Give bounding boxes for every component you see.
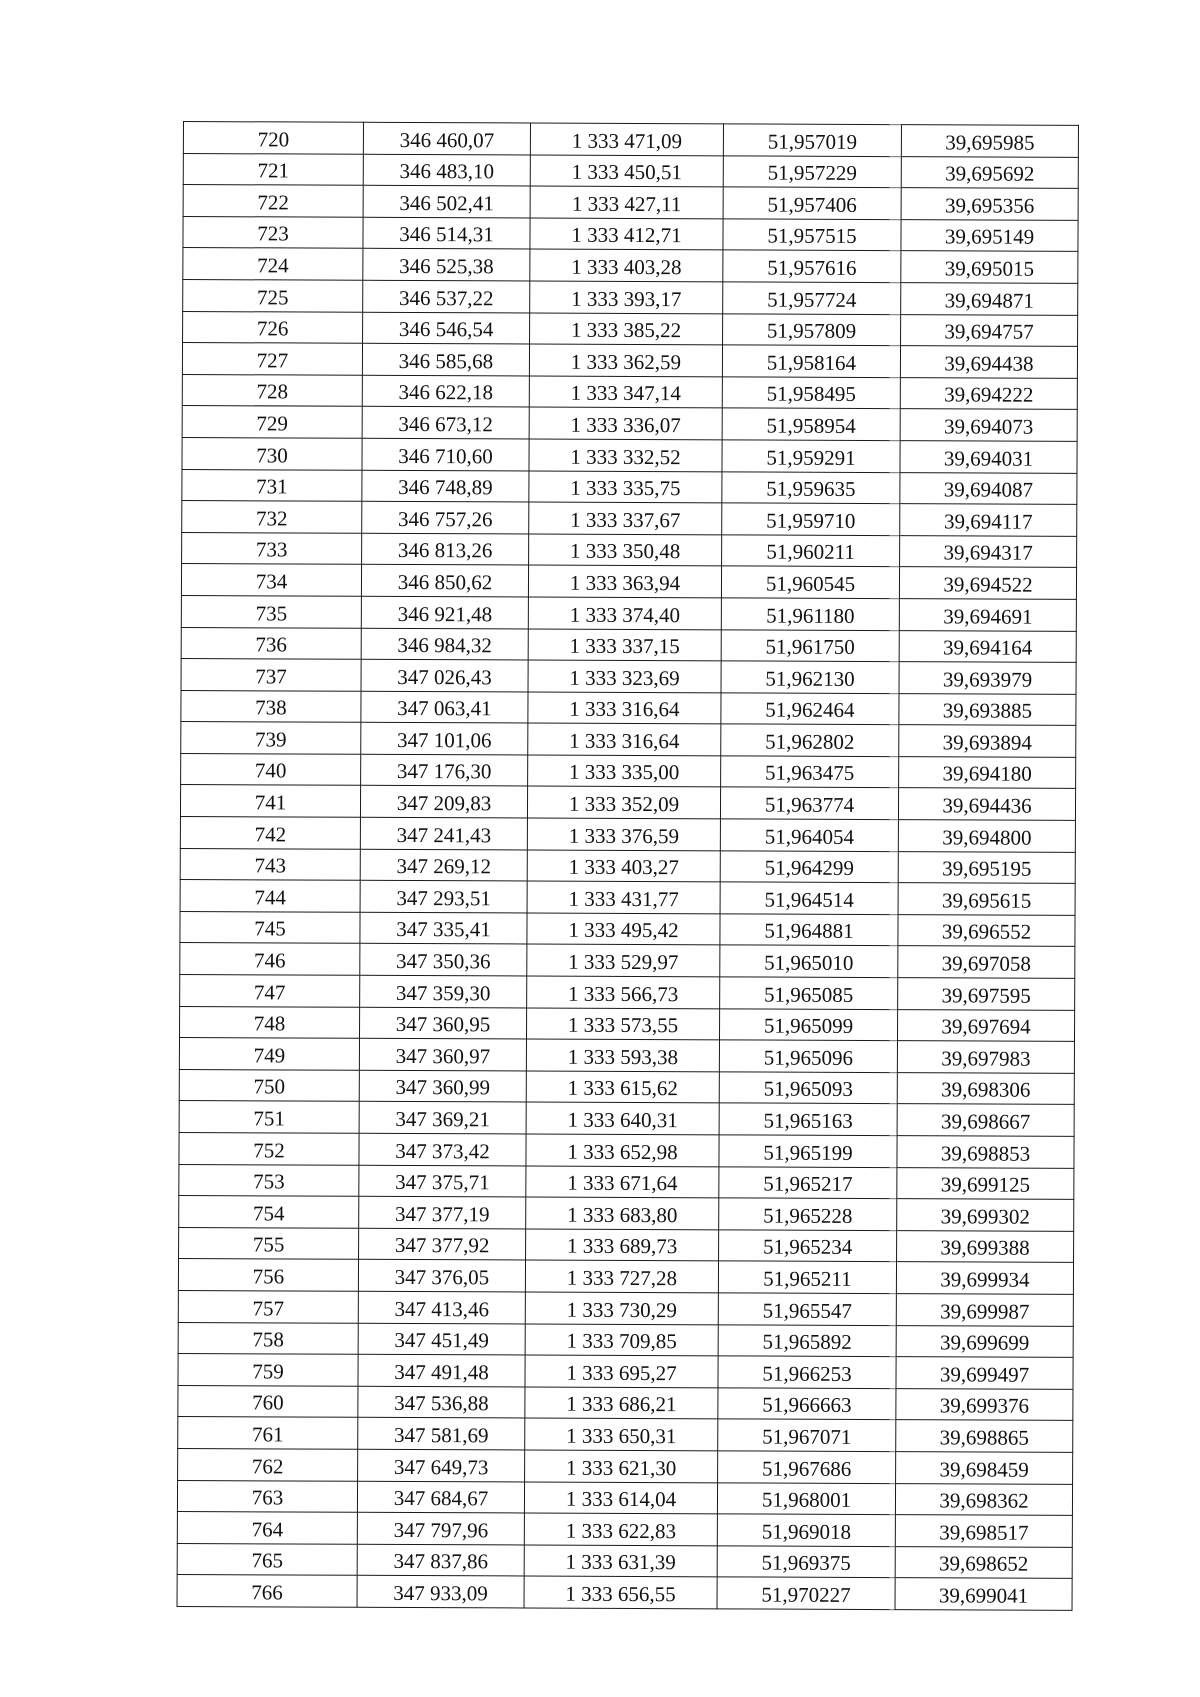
longitude-cell: 39,694073 (900, 409, 1077, 441)
y-coordinate-cell: 1 333 622,83 (524, 1513, 717, 1545)
point-number-cell: 766 (177, 1575, 357, 1607)
table-row (180, 817, 1075, 852)
longitude-cell: 39,694180 (899, 757, 1076, 789)
longitude-cell: 39,699376 (896, 1388, 1073, 1420)
latitude-cell: 51,961750 (721, 629, 899, 661)
x-coordinate-cell: 347 350,36 (360, 944, 527, 976)
x-coordinate-cell: 347 101,06 (361, 723, 528, 755)
longitude-cell: 39,699987 (896, 1294, 1073, 1326)
x-coordinate-cell: 347 377,19 (359, 1196, 526, 1228)
point-number-cell: 746 (180, 943, 360, 975)
longitude-cell: 39,697058 (898, 946, 1075, 978)
latitude-cell: 51,957406 (723, 187, 901, 219)
x-coordinate-cell: 347 360,99 (359, 1070, 526, 1102)
table-row (179, 1164, 1074, 1199)
x-coordinate-cell: 347 933,09 (357, 1576, 524, 1608)
table-row (182, 469, 1077, 504)
latitude-cell: 51,959710 (722, 503, 900, 535)
longitude-cell: 39,694222 (900, 377, 1077, 409)
x-coordinate-cell: 347 837,86 (357, 1544, 524, 1576)
longitude-cell: 39,699302 (897, 1199, 1074, 1231)
y-coordinate-cell: 1 333 695,27 (525, 1355, 718, 1387)
point-number-cell: 721 (183, 153, 363, 185)
point-number-cell: 728 (182, 374, 362, 406)
point-number-cell: 723 (183, 216, 363, 248)
x-coordinate-cell: 346 585,68 (362, 343, 529, 375)
point-number-cell: 763 (177, 1480, 357, 1512)
longitude-cell: 39,694436 (898, 788, 1075, 820)
latitude-cell: 51,965547 (718, 1293, 896, 1325)
point-number-cell: 760 (178, 1385, 358, 1417)
table-row (180, 848, 1075, 883)
table-row (177, 1480, 1072, 1515)
x-coordinate-cell: 347 649,73 (358, 1449, 525, 1481)
point-number-cell: 751 (179, 1101, 359, 1133)
point-number-cell: 752 (179, 1132, 359, 1164)
latitude-cell: 51,959291 (722, 440, 900, 472)
x-coordinate-cell: 347 375,71 (359, 1165, 526, 1197)
point-number-cell: 762 (178, 1448, 358, 1480)
latitude-cell: 51,967686 (718, 1451, 896, 1483)
table-row (181, 564, 1076, 599)
longitude-cell: 39,696552 (898, 914, 1075, 946)
x-coordinate-cell: 347 241,43 (360, 817, 527, 849)
x-coordinate-cell: 347 377,92 (359, 1228, 526, 1260)
latitude-cell: 51,965093 (719, 1072, 897, 1104)
longitude-cell: 39,698459 (896, 1452, 1073, 1484)
latitude-cell: 51,958954 (722, 408, 900, 440)
point-number-cell: 755 (179, 1227, 359, 1259)
x-coordinate-cell: 347 360,97 (359, 1038, 526, 1070)
y-coordinate-cell: 1 333 615,62 (526, 1071, 719, 1103)
table-row (179, 1196, 1074, 1231)
latitude-cell: 51,969375 (717, 1546, 895, 1578)
y-coordinate-cell: 1 333 573,55 (526, 1008, 719, 1040)
x-coordinate-cell: 347 026,43 (361, 659, 528, 691)
x-coordinate-cell: 346 622,18 (362, 375, 529, 407)
y-coordinate-cell: 1 333 495,42 (527, 913, 720, 945)
y-coordinate-cell: 1 333 393,17 (530, 281, 723, 313)
x-coordinate-cell: 347 360,95 (359, 1007, 526, 1039)
x-coordinate-cell: 346 525,38 (363, 249, 530, 281)
y-coordinate-cell: 1 333 316,64 (528, 723, 721, 755)
x-coordinate-cell: 347 451,49 (358, 1323, 525, 1355)
table-row (178, 1354, 1073, 1389)
table-row (183, 279, 1078, 314)
y-coordinate-cell: 1 333 471,09 (530, 123, 723, 155)
y-coordinate-cell: 1 333 593,38 (526, 1039, 719, 1071)
y-coordinate-cell: 1 333 621,30 (525, 1450, 718, 1482)
longitude-cell: 39,699041 (895, 1578, 1072, 1610)
y-coordinate-cell: 1 333 631,39 (524, 1545, 717, 1577)
table-row (181, 690, 1076, 725)
y-coordinate-cell: 1 333 450,51 (530, 155, 723, 187)
point-number-cell: 747 (180, 975, 360, 1007)
latitude-cell: 51,966253 (718, 1356, 896, 1388)
y-coordinate-cell: 1 333 689,73 (526, 1229, 719, 1261)
latitude-cell: 51,960545 (721, 566, 899, 598)
longitude-cell: 39,699388 (897, 1230, 1074, 1262)
y-coordinate-cell: 1 333 316,64 (528, 692, 721, 724)
latitude-cell: 51,970227 (717, 1577, 895, 1609)
table-row (178, 1259, 1073, 1294)
point-number-cell: 734 (181, 564, 361, 596)
y-coordinate-cell: 1 333 376,59 (527, 818, 720, 850)
y-coordinate-cell: 1 333 337,67 (529, 502, 722, 534)
latitude-cell: 51,957616 (723, 250, 901, 282)
point-number-cell: 737 (181, 659, 361, 691)
longitude-cell: 39,694522 (899, 567, 1076, 599)
longitude-cell: 39,698517 (895, 1515, 1072, 1547)
y-coordinate-cell: 1 333 529,97 (527, 944, 720, 976)
x-coordinate-cell: 346 514,31 (363, 217, 530, 249)
point-number-cell: 724 (183, 248, 363, 280)
longitude-cell: 39,699125 (897, 1167, 1074, 1199)
longitude-cell: 39,694871 (901, 283, 1078, 315)
table-row (183, 153, 1078, 188)
x-coordinate-cell: 347 335,41 (360, 912, 527, 944)
table-row (179, 1132, 1074, 1167)
y-coordinate-cell: 1 333 363,94 (528, 565, 721, 597)
point-number-cell: 731 (182, 469, 362, 501)
x-coordinate-cell: 346 813,26 (362, 533, 529, 565)
latitude-cell: 51,965199 (719, 1135, 897, 1167)
point-number-cell: 727 (182, 343, 362, 375)
table-row (179, 1069, 1074, 1104)
x-coordinate-cell: 347 269,12 (360, 849, 527, 881)
longitude-cell: 39,695615 (898, 883, 1075, 915)
latitude-cell: 51,966663 (718, 1388, 896, 1420)
x-coordinate-cell: 347 536,88 (358, 1386, 525, 1418)
table-row (181, 722, 1076, 757)
point-number-cell: 759 (178, 1354, 358, 1386)
table-row (178, 1448, 1073, 1483)
table-row (180, 880, 1075, 915)
x-coordinate-cell: 347 369,21 (359, 1102, 526, 1134)
y-coordinate-cell: 1 333 686,21 (525, 1387, 718, 1419)
y-coordinate-cell: 1 333 427,11 (530, 186, 723, 218)
x-coordinate-cell: 346 546,54 (363, 312, 530, 344)
latitude-cell: 51,965211 (718, 1261, 896, 1293)
table-row (180, 911, 1075, 946)
table-row (181, 659, 1076, 694)
longitude-cell: 39,695356 (901, 188, 1078, 220)
y-coordinate-cell: 1 333 362,59 (529, 344, 722, 376)
longitude-cell: 39,698362 (895, 1483, 1072, 1515)
latitude-cell: 51,957515 (723, 219, 901, 251)
point-number-cell: 765 (177, 1543, 357, 1575)
longitude-cell: 39,694031 (900, 441, 1077, 473)
latitude-cell: 51,962464 (721, 693, 899, 725)
table-row (182, 406, 1077, 441)
longitude-cell: 39,693885 (899, 693, 1076, 725)
y-coordinate-cell: 1 333 652,98 (526, 1134, 719, 1166)
longitude-cell: 39,693894 (899, 725, 1076, 757)
latitude-cell: 51,965099 (719, 1008, 897, 1040)
latitude-cell: 51,963774 (720, 787, 898, 819)
point-number-cell: 749 (179, 1038, 359, 1070)
point-number-cell: 758 (178, 1322, 358, 1354)
y-coordinate-cell: 1 333 403,27 (527, 850, 720, 882)
table-row (183, 311, 1078, 346)
latitude-cell: 51,961180 (721, 598, 899, 630)
y-coordinate-cell: 1 333 337,15 (528, 629, 721, 661)
x-coordinate-cell: 346 850,62 (361, 565, 528, 597)
point-number-cell: 753 (179, 1164, 359, 1196)
longitude-cell: 39,699497 (896, 1357, 1073, 1389)
latitude-cell: 51,965163 (719, 1103, 897, 1135)
x-coordinate-cell: 346 921,48 (361, 596, 528, 628)
x-coordinate-cell: 346 537,22 (363, 280, 530, 312)
table-row (180, 785, 1075, 820)
longitude-cell: 39,698853 (897, 1136, 1074, 1168)
point-number-cell: 725 (183, 279, 363, 311)
latitude-cell: 51,958495 (722, 377, 900, 409)
x-coordinate-cell: 347 359,30 (360, 975, 527, 1007)
point-number-cell: 739 (181, 722, 361, 754)
table-row (177, 1575, 1072, 1610)
coordinates-table-body (177, 122, 1078, 1611)
x-coordinate-cell: 346 748,89 (362, 470, 529, 502)
point-number-cell: 736 (181, 627, 361, 659)
latitude-cell: 51,965234 (719, 1230, 897, 1262)
x-coordinate-cell: 347 293,51 (360, 881, 527, 913)
longitude-cell: 39,699934 (896, 1262, 1073, 1294)
latitude-cell: 51,964881 (720, 914, 898, 946)
latitude-cell: 51,965217 (719, 1166, 897, 1198)
x-coordinate-cell: 347 376,05 (358, 1260, 525, 1292)
table-row (179, 1227, 1074, 1262)
point-number-cell: 757 (178, 1290, 358, 1322)
longitude-cell: 39,695015 (901, 251, 1078, 283)
table-row (181, 753, 1076, 788)
table-row (182, 532, 1077, 567)
y-coordinate-cell: 1 333 412,71 (530, 218, 723, 250)
longitude-cell: 39,695149 (901, 219, 1078, 251)
y-coordinate-cell: 1 333 614,04 (524, 1482, 717, 1514)
longitude-cell: 39,697983 (897, 1041, 1074, 1073)
y-coordinate-cell: 1 333 352,09 (527, 786, 720, 818)
x-coordinate-cell: 346 483,10 (363, 154, 530, 186)
table-row (182, 437, 1077, 472)
point-number-cell: 743 (180, 848, 360, 880)
longitude-cell: 39,697694 (897, 1009, 1074, 1041)
point-number-cell: 726 (183, 311, 363, 343)
table-row (178, 1417, 1073, 1452)
longitude-cell: 39,697595 (898, 978, 1075, 1010)
longitude-cell: 39,694117 (900, 504, 1077, 536)
x-coordinate-cell: 346 757,26 (362, 501, 529, 533)
longitude-cell: 39,694164 (899, 630, 1076, 662)
x-coordinate-cell: 347 797,96 (357, 1512, 524, 1544)
x-coordinate-cell: 346 673,12 (362, 407, 529, 439)
y-coordinate-cell: 1 333 374,40 (528, 597, 721, 629)
latitude-cell: 51,962802 (721, 724, 899, 756)
table-row (178, 1322, 1073, 1357)
longitude-cell: 39,698865 (896, 1420, 1073, 1452)
latitude-cell: 51,969018 (717, 1514, 895, 1546)
latitude-cell: 51,965010 (720, 945, 898, 977)
table-row (180, 975, 1075, 1010)
latitude-cell: 51,964514 (720, 882, 898, 914)
y-coordinate-cell: 1 333 566,73 (527, 976, 720, 1008)
x-coordinate-cell: 347 063,41 (361, 691, 528, 723)
point-number-cell: 761 (178, 1417, 358, 1449)
latitude-cell: 51,957809 (723, 313, 901, 345)
longitude-cell: 39,698667 (897, 1104, 1074, 1136)
y-coordinate-cell: 1 333 656,55 (524, 1576, 717, 1608)
y-coordinate-cell: 1 333 332,52 (529, 439, 722, 471)
x-coordinate-cell: 347 684,67 (357, 1481, 524, 1513)
latitude-cell: 51,957724 (723, 282, 901, 314)
latitude-cell: 51,964054 (720, 819, 898, 851)
latitude-cell: 51,968001 (717, 1482, 895, 1514)
latitude-cell: 51,962130 (721, 661, 899, 693)
y-coordinate-cell: 1 333 347,14 (529, 376, 722, 408)
x-coordinate-cell: 347 581,69 (358, 1418, 525, 1450)
point-number-cell: 730 (182, 437, 362, 469)
point-number-cell: 764 (177, 1512, 357, 1544)
table-row (183, 216, 1078, 251)
y-coordinate-cell: 1 333 683,80 (526, 1197, 719, 1229)
point-number-cell: 754 (179, 1196, 359, 1228)
y-coordinate-cell: 1 333 671,64 (526, 1166, 719, 1198)
y-coordinate-cell: 1 333 730,29 (525, 1292, 718, 1324)
latitude-cell: 51,964299 (720, 851, 898, 883)
table-row (183, 248, 1078, 283)
point-number-cell: 722 (183, 185, 363, 217)
point-number-cell: 744 (180, 880, 360, 912)
longitude-cell: 39,694757 (901, 314, 1078, 346)
longitude-cell: 39,695985 (901, 125, 1078, 157)
point-number-cell: 748 (180, 1006, 360, 1038)
table-row (178, 1290, 1073, 1325)
latitude-cell: 51,963475 (721, 756, 899, 788)
longitude-cell: 39,698306 (897, 1072, 1074, 1104)
y-coordinate-cell: 1 333 336,07 (529, 407, 722, 439)
longitude-cell: 39,694800 (898, 820, 1075, 852)
y-coordinate-cell: 1 333 335,75 (529, 471, 722, 503)
latitude-cell: 51,960211 (722, 535, 900, 567)
table-row (177, 1512, 1072, 1547)
x-coordinate-cell: 347 209,83 (360, 786, 527, 818)
x-coordinate-cell: 346 984,32 (361, 628, 528, 660)
point-number-cell: 740 (181, 753, 361, 785)
longitude-cell: 39,694438 (900, 346, 1077, 378)
table-row (180, 1006, 1075, 1041)
x-coordinate-cell: 347 373,42 (359, 1133, 526, 1165)
y-coordinate-cell: 1 333 727,28 (525, 1260, 718, 1292)
table-row (179, 1101, 1074, 1136)
longitude-cell: 39,695692 (901, 156, 1078, 188)
y-coordinate-cell: 1 333 335,00 (528, 755, 721, 787)
table-row (181, 627, 1076, 662)
table-row (183, 122, 1078, 157)
point-number-cell: 732 (182, 501, 362, 533)
latitude-cell: 51,965085 (720, 977, 898, 1009)
y-coordinate-cell: 1 333 650,31 (525, 1418, 718, 1450)
y-coordinate-cell: 1 333 323,69 (528, 660, 721, 692)
latitude-cell: 51,959635 (722, 471, 900, 503)
x-coordinate-cell: 346 502,41 (363, 185, 530, 217)
point-number-cell: 756 (178, 1259, 358, 1291)
latitude-cell: 51,967071 (718, 1419, 896, 1451)
table-row (178, 1385, 1073, 1420)
point-number-cell: 750 (179, 1069, 359, 1101)
y-coordinate-cell: 1 333 403,28 (530, 249, 723, 281)
latitude-cell: 51,958164 (722, 345, 900, 377)
x-coordinate-cell: 347 491,48 (358, 1354, 525, 1386)
table-row (181, 595, 1076, 630)
table-row (179, 1038, 1074, 1073)
point-number-cell: 720 (183, 122, 363, 154)
longitude-cell: 39,694317 (900, 535, 1077, 567)
x-coordinate-cell: 347 176,30 (361, 754, 528, 786)
latitude-cell: 51,965892 (718, 1324, 896, 1356)
table-row (182, 501, 1077, 536)
y-coordinate-cell: 1 333 350,48 (529, 534, 722, 566)
table-row (180, 943, 1075, 978)
point-number-cell: 735 (181, 595, 361, 627)
point-number-cell: 741 (180, 785, 360, 817)
longitude-cell: 39,695195 (898, 851, 1075, 883)
y-coordinate-cell: 1 333 385,22 (530, 313, 723, 345)
y-coordinate-cell: 1 333 640,31 (526, 1102, 719, 1134)
longitude-cell: 39,693979 (899, 662, 1076, 694)
point-number-cell: 729 (182, 406, 362, 438)
point-number-cell: 745 (180, 911, 360, 943)
latitude-cell: 51,965096 (719, 1040, 897, 1072)
point-number-cell: 733 (182, 532, 362, 564)
table-row (182, 374, 1077, 409)
latitude-cell: 51,957019 (723, 124, 901, 156)
table-row (183, 185, 1078, 220)
x-coordinate-cell: 346 710,60 (362, 438, 529, 470)
x-coordinate-cell: 346 460,07 (363, 122, 530, 154)
y-coordinate-cell: 1 333 431,77 (527, 881, 720, 913)
y-coordinate-cell: 1 333 709,85 (525, 1324, 718, 1356)
latitude-cell: 51,965228 (719, 1198, 897, 1230)
longitude-cell: 39,699699 (896, 1325, 1073, 1357)
longitude-cell: 39,694087 (900, 472, 1077, 504)
longitude-cell: 39,694691 (899, 599, 1076, 631)
x-coordinate-cell: 347 413,46 (358, 1291, 525, 1323)
latitude-cell: 51,957229 (723, 155, 901, 187)
table-row (177, 1543, 1072, 1578)
point-number-cell: 738 (181, 690, 361, 722)
table-row (182, 343, 1077, 378)
point-number-cell: 742 (180, 817, 360, 849)
longitude-cell: 39,698652 (895, 1546, 1072, 1578)
coordinates-table (177, 121, 1079, 1611)
